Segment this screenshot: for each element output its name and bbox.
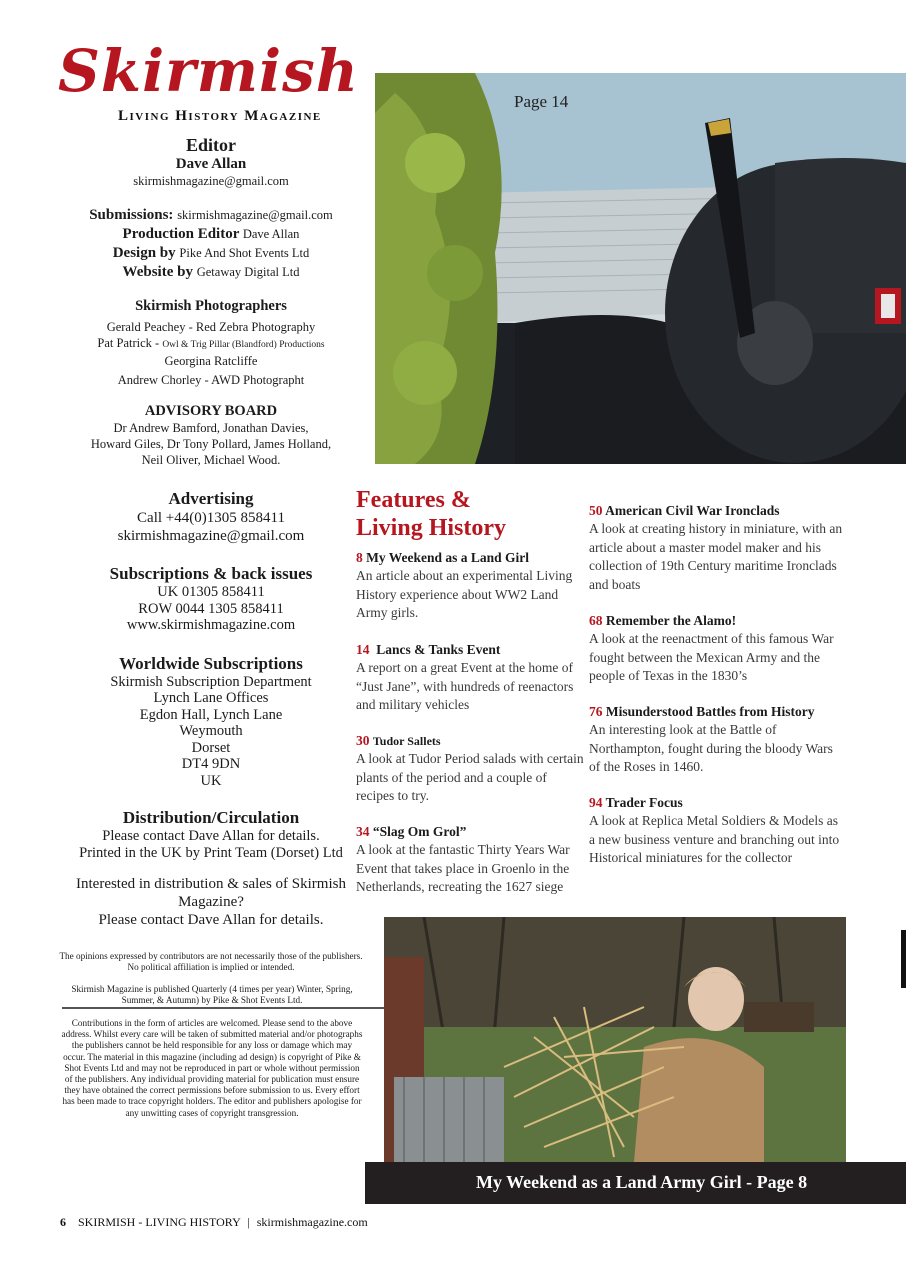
- photographer-2-name: Pat Patrick -: [97, 336, 160, 350]
- article-description: A look at the fantastic Thirty Years War Event that takes place in Groenlo in the Netherlands, recreating the 1627 siege: [356, 842, 570, 895]
- article-title-line: [356, 641, 584, 659]
- article-description: A look at Tudor Period salads with certain plants of the period and a couple of recipes to try.: [356, 751, 584, 804]
- article-title: Trader Focus: [605, 795, 683, 810]
- submissions-value: skirmishmagazine@gmail.com: [177, 208, 333, 222]
- subscriptions-uk: UK 01305 858411: [157, 584, 265, 600]
- subscriptions-row: ROW 0044 1305 858411: [138, 600, 284, 617]
- footer-separator: |: [247, 1215, 250, 1229]
- article-number: 68: [589, 613, 603, 628]
- website-line: [40, 263, 382, 282]
- production-line: [40, 225, 382, 244]
- article-item: [356, 641, 584, 715]
- editor-heading: Editor: [185, 135, 236, 155]
- editor-email: skirmishmagazine@gmail.com: [133, 174, 289, 188]
- credits-column: [40, 130, 382, 929]
- article-description: An article about an experimental Living History experience about WW2 Land Army girls.: [356, 568, 573, 621]
- subscriptions-heading: Subscriptions & back issues: [109, 564, 313, 583]
- photo-caption: My Weekend as a Land Army Girl - Page 8: [476, 1172, 808, 1192]
- article-number: 94: [589, 795, 603, 810]
- aircraft-photo: [375, 73, 906, 464]
- page-footer: [60, 1215, 368, 1230]
- worldwide-line: DT4 9DN: [181, 756, 241, 772]
- article-item: [589, 794, 847, 868]
- disclaimer-copyright: Contributions in the form of articles are welcomed. Please send to the above address. Whilst every care will be taken of submitted material and/or photographs the publishers cannot be held responsible for any loss or damage which may occur. The material in this magazine (including ad design) is copyright of Pike & Shot Events Ltd and may not be reproduced in part or whole without permission of the publishers. Any individual providing material for publication must ensure they have obtained the correct permissions before submission to us. Every effort has been made to trace copyright holders. The editor and publishers apologise for any unwitting cases of copyright transgression.: [61, 1018, 363, 1118]
- photographer-4: Andrew Chorley - AWD Photographt: [117, 373, 305, 387]
- article-title-line: [589, 703, 847, 721]
- masthead-subtitle: Living History Magazine: [118, 108, 322, 124]
- article-title: “Slag Om Grol”: [372, 824, 467, 839]
- article-item: [589, 612, 847, 686]
- worldwide-line: Dorset: [191, 739, 231, 756]
- article-number: 8: [356, 550, 363, 565]
- worldwide-line: UK: [200, 772, 222, 789]
- features-heading: [356, 486, 506, 542]
- article-description: An interesting look at the Battle of Northampton, fought during the bloody Wars of the Roses in 1460.: [589, 722, 833, 775]
- article-item: [356, 549, 584, 623]
- worldwide-line: Skirmish Subscription Department: [110, 673, 312, 690]
- footer-url: skirmishmagazine.com: [256, 1215, 368, 1229]
- editor-name: Dave Allan: [175, 156, 247, 172]
- disclaimer-divider: [62, 1007, 386, 1009]
- article-item: [589, 502, 847, 594]
- article-title: Lancs & Tanks Event: [376, 642, 501, 657]
- article-item: [589, 703, 847, 777]
- article-number: 14: [356, 642, 370, 657]
- page-number: 6: [60, 1215, 66, 1229]
- article-number: 76: [589, 704, 603, 719]
- article-title-line: [589, 502, 847, 520]
- photographer-2: [40, 335, 382, 353]
- features-heading-line-2: Living History: [356, 515, 507, 541]
- distribution-interest-2: Magazine?: [178, 894, 244, 910]
- subscriptions-web: www.skirmishmagazine.com: [126, 617, 296, 633]
- article-title-line: [589, 794, 847, 812]
- production-value: Dave Allan: [242, 227, 300, 241]
- advisory-line-3: Neil Oliver, Michael Wood.: [141, 453, 281, 467]
- distribution-line-2: Printed in the UK by Print Team (Dorset) Ltd: [79, 844, 343, 861]
- masthead-title: Skirmish: [58, 37, 359, 105]
- article-title: My Weekend as a Land Girl: [366, 550, 530, 565]
- distribution-heading: Distribution/Circulation: [122, 808, 300, 827]
- article-item: [356, 732, 584, 806]
- aircraft-illustration: [375, 73, 906, 464]
- submissions-label: Submissions:: [89, 207, 174, 223]
- submissions-line: [40, 206, 382, 225]
- advisory-line-1: Dr Andrew Bamford, Jonathan Davies,: [113, 421, 309, 435]
- worldwide-line: Egdon Hall, Lynch Lane: [139, 706, 283, 723]
- article-description: A look at the reenactment of this famous War fought between the Mexican Army and the people of Texas in the 1830’s: [589, 631, 834, 684]
- distribution-interest-1: Interested in distribution & sales of Skirmish: [76, 876, 346, 892]
- photographer-2-detail: Owl & Trig Pillar (Blandford) Productions: [162, 340, 325, 350]
- article-description: A report on a great Event at the home of “Just Jane”, with hundreds of reenactors and military vehicles: [356, 660, 574, 713]
- features-heading-line-1: Features &: [356, 487, 471, 513]
- article-title-line: [589, 612, 847, 630]
- design-value: Pike And Shot Events Ltd: [179, 246, 310, 260]
- article-number: 34: [356, 824, 370, 839]
- land-girl-illustration: [384, 917, 846, 1162]
- worldwide-line: Weymouth: [179, 723, 243, 739]
- advisory-line-2: Howard Giles, Dr Tony Pollard, James Holland,: [90, 437, 332, 451]
- article-title-line: [356, 732, 584, 750]
- page-reference: Page 14: [514, 92, 569, 111]
- footer-text: SKIRMISH - LIVING HISTORY: [78, 1215, 241, 1229]
- article-title-line: [356, 549, 584, 567]
- article-item: [356, 823, 584, 897]
- distribution-line-1: Please contact Dave Allan for details.: [102, 828, 320, 844]
- worldwide-heading: Worldwide Subscriptions: [119, 653, 303, 673]
- article-number: 50: [589, 503, 603, 518]
- article-title: Tudor Sallets: [372, 734, 441, 748]
- website-label: Website by: [122, 264, 193, 280]
- disclaimer-opinions: The opinions expressed by contributors are not necessarily those of the publishers. No political affiliation is implied or intended.: [59, 951, 363, 973]
- distribution-interest-3: Please contact Dave Allan for details.: [98, 912, 324, 928]
- photographers-heading: Skirmish Photographers: [135, 298, 287, 314]
- page-edge-mark: [901, 930, 906, 988]
- article-title: American Civil War Ironclads: [605, 503, 780, 518]
- article-number: 30: [356, 733, 370, 748]
- advertising-phone: Call +44(0)1305 858411: [137, 510, 285, 526]
- worldwide-line: Lynch Lane Offices: [153, 690, 269, 706]
- article-title: Misunderstood Battles from History: [605, 704, 815, 719]
- production-label: Production Editor: [122, 226, 240, 242]
- article-description: A look at Replica Metal Soldiers & Models as a new business venture and branching out into Historical miniatures for the collector: [589, 813, 840, 866]
- article-description: A look at creating history in miniature, with an article about a master model maker and his collection of 19th Century maritime Ironclads and boats: [589, 521, 843, 592]
- website-value: Getaway Digital Ltd: [196, 265, 300, 279]
- photographer-1: Gerald Peachey - Red Zebra Photography: [106, 320, 316, 334]
- article-title-line: [356, 823, 584, 841]
- article-title: Remember the Alamo!: [605, 613, 737, 628]
- land-girl-photo: [384, 917, 846, 1162]
- disclaimer-publication: Skirmish Magazine is published Quarterly (4 times per year) Winter, Spring, Summer, & Autumn) by Pike & Shot Events Ltd.: [71, 984, 353, 1006]
- design-label: Design by: [112, 245, 176, 261]
- advertising-heading: Advertising: [168, 489, 254, 508]
- advertising-email: skirmishmagazine@gmail.com: [117, 528, 305, 544]
- photographer-3: Georgina Ratcliffe: [164, 354, 258, 368]
- design-line: [40, 244, 382, 263]
- advisory-heading: ADVISORY BOARD: [144, 403, 278, 419]
